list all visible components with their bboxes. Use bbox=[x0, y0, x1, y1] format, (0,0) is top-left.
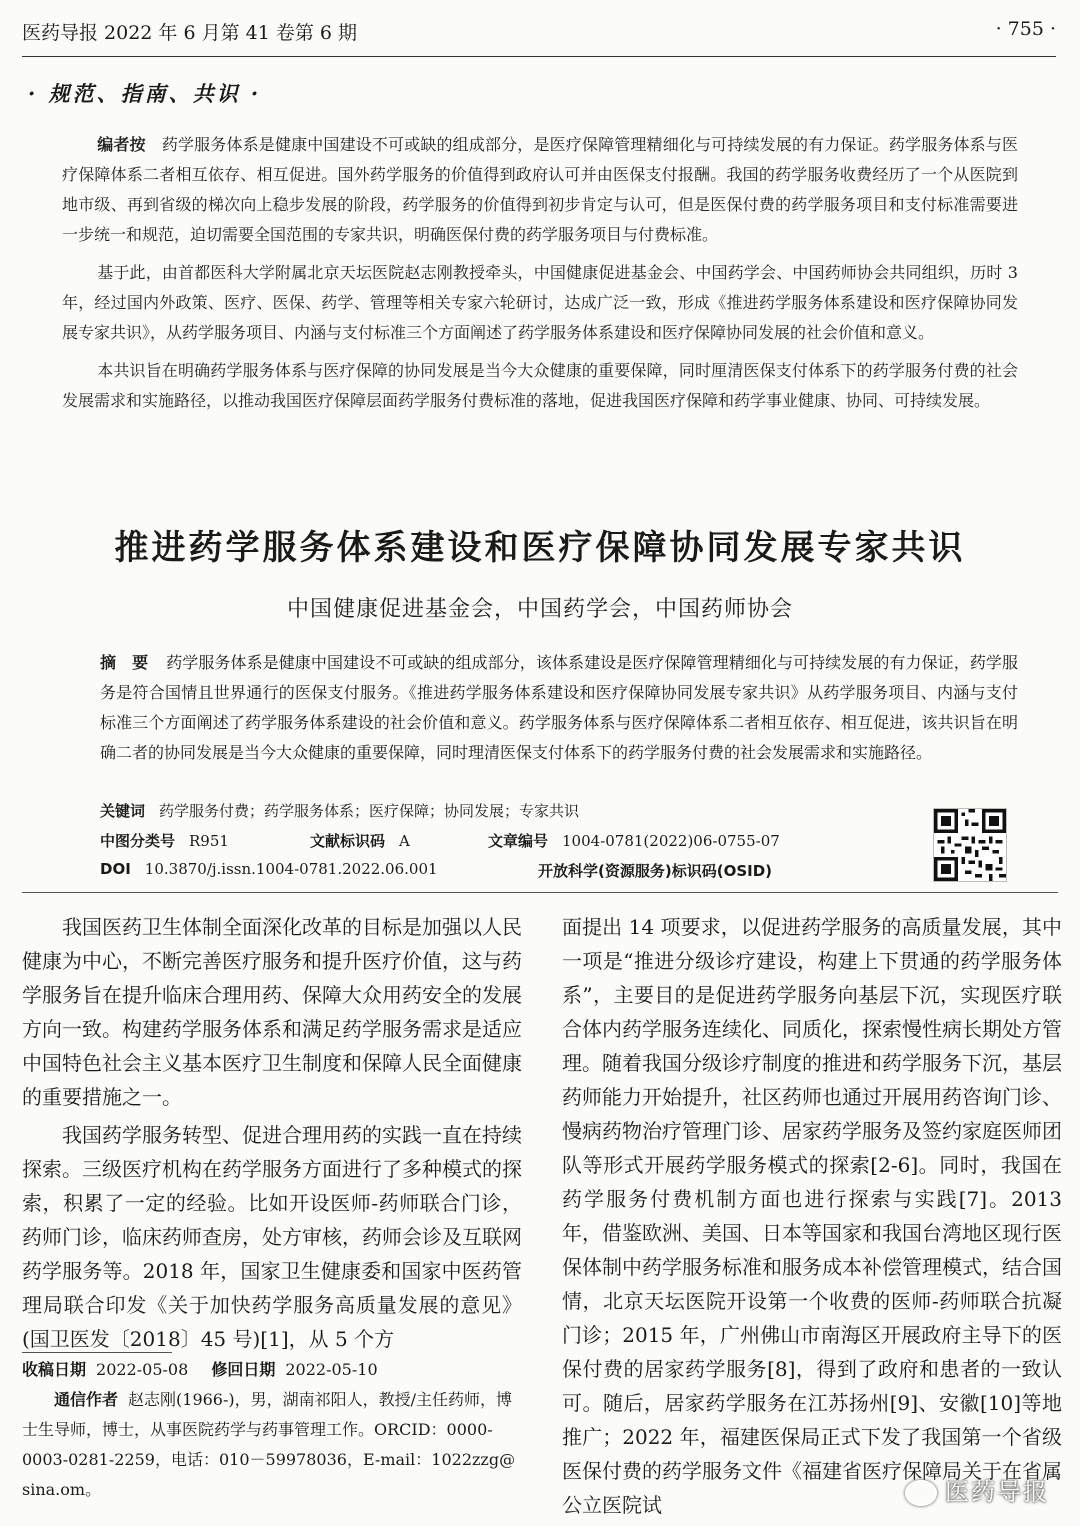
editor-note-text: 药学服务体系是健康中国建设不可或缺的组成部分，是医疗保障管理精细化与可持续发展的有力保证。药学服务体系与医疗保障体系二者相互依存、相互促进。国外药学服务的价值得到政府认可并由医保支付报酬。我国的药学服务收费经历了一个从医院到地市级、再到省级的梯次向上稳步发展的阶段，药学服务的价值得到初步肯定与认可，但是医保付费的药学服务项目和支付标准需要进一步统一和规范，迫切需要全国范围的专家共识，明确医保付费的药学服务项目与付费标准。 bbox=[62, 135, 1018, 244]
article-number-value: 1004-0781(2022)06-0755-07 bbox=[562, 832, 780, 850]
article-number-label: 文章编号 bbox=[488, 832, 549, 850]
doi-value: 10.3870/j.issn.1004-0781.2022.06.001 bbox=[144, 860, 438, 878]
body-column-left bbox=[22, 910, 522, 1360]
editor-note-label: 编者按 bbox=[97, 135, 146, 154]
keywords-line bbox=[100, 800, 579, 821]
editor-note bbox=[62, 130, 1018, 424]
abstract-text: 药学服务体系是健康中国建设不可或缺的组成部分，该体系建设是医疗保障管理精细化与可持续发展的有力保证，药学服务是符合国情且世界通行的医保支付服务。《推进药学服务体系建设和医疗保障协同发展专家共识》从药学服务项目、内涵与支付标准三个方面阐述了药学服务体系建设的社会价值和意义。药学服务体系与医疗保障体系二者相互依存、相互促进，该共识旨在明确二者的协同发展是当今大众健康的重要保障，同时理清医保支付体系下的药学服务付费的社会发展需求和实施路径。 bbox=[100, 653, 1018, 762]
keywords-label: 关键词 bbox=[100, 802, 146, 820]
clc-value: R951 bbox=[189, 832, 229, 850]
page-number: · 755 · bbox=[995, 18, 1056, 40]
revised-date: 2022-05-10 bbox=[285, 1360, 378, 1379]
body-paragraph: 面提出 14 项要求，以促进药学服务的高质量发展，其中一项是“推进分级诊疗建设，构建上下贯通的药学服务体系”，主要目的是促进药学服务向基层下沉，实现医疗联合体内药学服务连续化、同质化，探索慢性病长期处方管理。随着我国分级诊疗制度的推进和药学服务下沉，基层药师能力开始提升，社区药师也通过开展用药咨询门诊、慢病药物治疗管理门诊、居家药学服务及签约家庭医师团队等形式开展药学服务模式的探索[2-6]。同时，我国在药学服务付费机制方面也进行探索与实践[7]。2013 年，借鉴欧洲、美国、日本等国家和我国台湾地区现行医保体制中药学服务标准和服务成本补偿管理模式，结合国情，北京天坛医院开设第一个收费的医师-药师联合抗凝门诊；2015 年，广州佛山市南海区开展政府主导下的医保付费的居家药学服务[8]，得到了政府和患者的一致认可。随后，居家药学服务在江苏扬州[9]、安徽[10]等地推广；2022 年，福建医保局正式下发了我国第一个省级医保付费的药学服务文件《福建省医疗保障局关于在省属公立医院试 bbox=[562, 915, 1062, 1517]
journal-info: 医药导报 2022 年 6 月第 41 卷第 6 期 bbox=[22, 22, 358, 44]
body-column-right bbox=[562, 910, 1062, 1526]
received-label: 收稿日期 bbox=[22, 1360, 87, 1379]
abstract-separator bbox=[22, 892, 1058, 893]
clc-label: 中图分类号 bbox=[100, 832, 176, 850]
osid-label: 开放科学(资源服务)标识码(OSID) bbox=[538, 862, 773, 880]
column-title: · 规范、指南、共识 · bbox=[28, 81, 262, 106]
article-authors: 中国健康促进基金会，中国药学会，中国药师协会 bbox=[286, 597, 793, 622]
abstract-label: 摘 要 bbox=[100, 653, 149, 672]
footnote-dates bbox=[22, 1355, 522, 1385]
watermark-text: 医药导报 bbox=[945, 1478, 1049, 1506]
abstract bbox=[100, 648, 1018, 768]
abstract-paragraph bbox=[100, 648, 1018, 768]
footnote-author bbox=[22, 1385, 522, 1505]
revised-label: 修回日期 bbox=[211, 1360, 276, 1379]
author-label: 通信作者 bbox=[54, 1390, 119, 1409]
header-rule bbox=[22, 56, 1056, 57]
editor-note-paragraph: 本共识旨在明确药学服务体系与医疗保障的协同发展是当今大众健康的重要保障，同时厘清医保支付体系下的药学服务付费的社会发展需求和实施路径，以推动我国医疗保障层面药学服务付费标准的落地，促进我国医疗保障和药学事业健康、协同、可持续发展。 bbox=[62, 361, 1018, 410]
doc-code-value: A bbox=[399, 832, 410, 850]
page-header bbox=[22, 14, 1056, 54]
editor-note-paragraph: 基于此，由首都医科大学附属北京天坛医院赵志刚教授牵头，中国健康促进基金会、中国药学会、中国药师协会共同组织，历时 3 年，经过国内外政策、医疗、医保、药学、管理等相关专家六轮研讨，达成广泛一致，形成《推进药学服务体系建设和医疗保障协同发展专家共识》，从药学服务项目、内涵与支付标准三个方面阐述了药学服务体系建设和医疗保障协同发展的社会价值和意义。 bbox=[62, 263, 1018, 342]
doi-label: DOI bbox=[100, 860, 131, 878]
body-paragraph: 我国医药卫生体制全面深化改革的目标是加强以人民健康为中心，不断完善医疗服务和提升医疗价值，这与药学服务旨在提升临床合理用药、保障大众用药安全的发展方向一致。构建药学服务体系和满足药学服务需求是适应中国特色社会主义基本医疗卫生制度和保障人民全面健康的重要措施之一。 bbox=[22, 915, 522, 1109]
doc-code-label: 文献标识码 bbox=[310, 832, 386, 850]
keywords-value: 药学服务付费；药学服务体系；医疗保障；协同发展；专家共识 bbox=[159, 802, 580, 820]
footnote-rule bbox=[22, 1352, 172, 1353]
watermark bbox=[905, 1472, 1049, 1507]
editor-note-paragraph bbox=[62, 130, 1018, 250]
body-paragraph: 我国药学服务转型、促进合理用药的实践一直在持续探索。三级医疗机构在药学服务方面进行了多种模式的探索，积累了一定的经验。比如开设医师-药师联合门诊，药师门诊，临床药师查房，处方审核，药师会诊及互联网药学服务等。2018 年，国家卫生健康委和国家中医药管理局联合印发《关于加快药学服务高质量发展的意见》(国卫医发〔2018〕45 号)[1]，从 5 个方 bbox=[22, 1123, 522, 1351]
footnote bbox=[22, 1352, 522, 1505]
received-date: 2022-05-08 bbox=[96, 1360, 189, 1379]
article-title: 推进药学服务体系建设和医疗保障协同发展专家共识 bbox=[114, 528, 966, 568]
wechat-icon bbox=[905, 1480, 937, 1506]
author-info: 赵志刚(1966-)，男，湖南祁阳人，教授/主任药师，博士生导师，博士，从事医院药学与药事管理工作。ORCID：0000-0003-0281-2259，电话：010－59978036，E-mail：1022zzg@ sina.om。 bbox=[22, 1390, 516, 1499]
osid-qr-code bbox=[933, 808, 1007, 882]
